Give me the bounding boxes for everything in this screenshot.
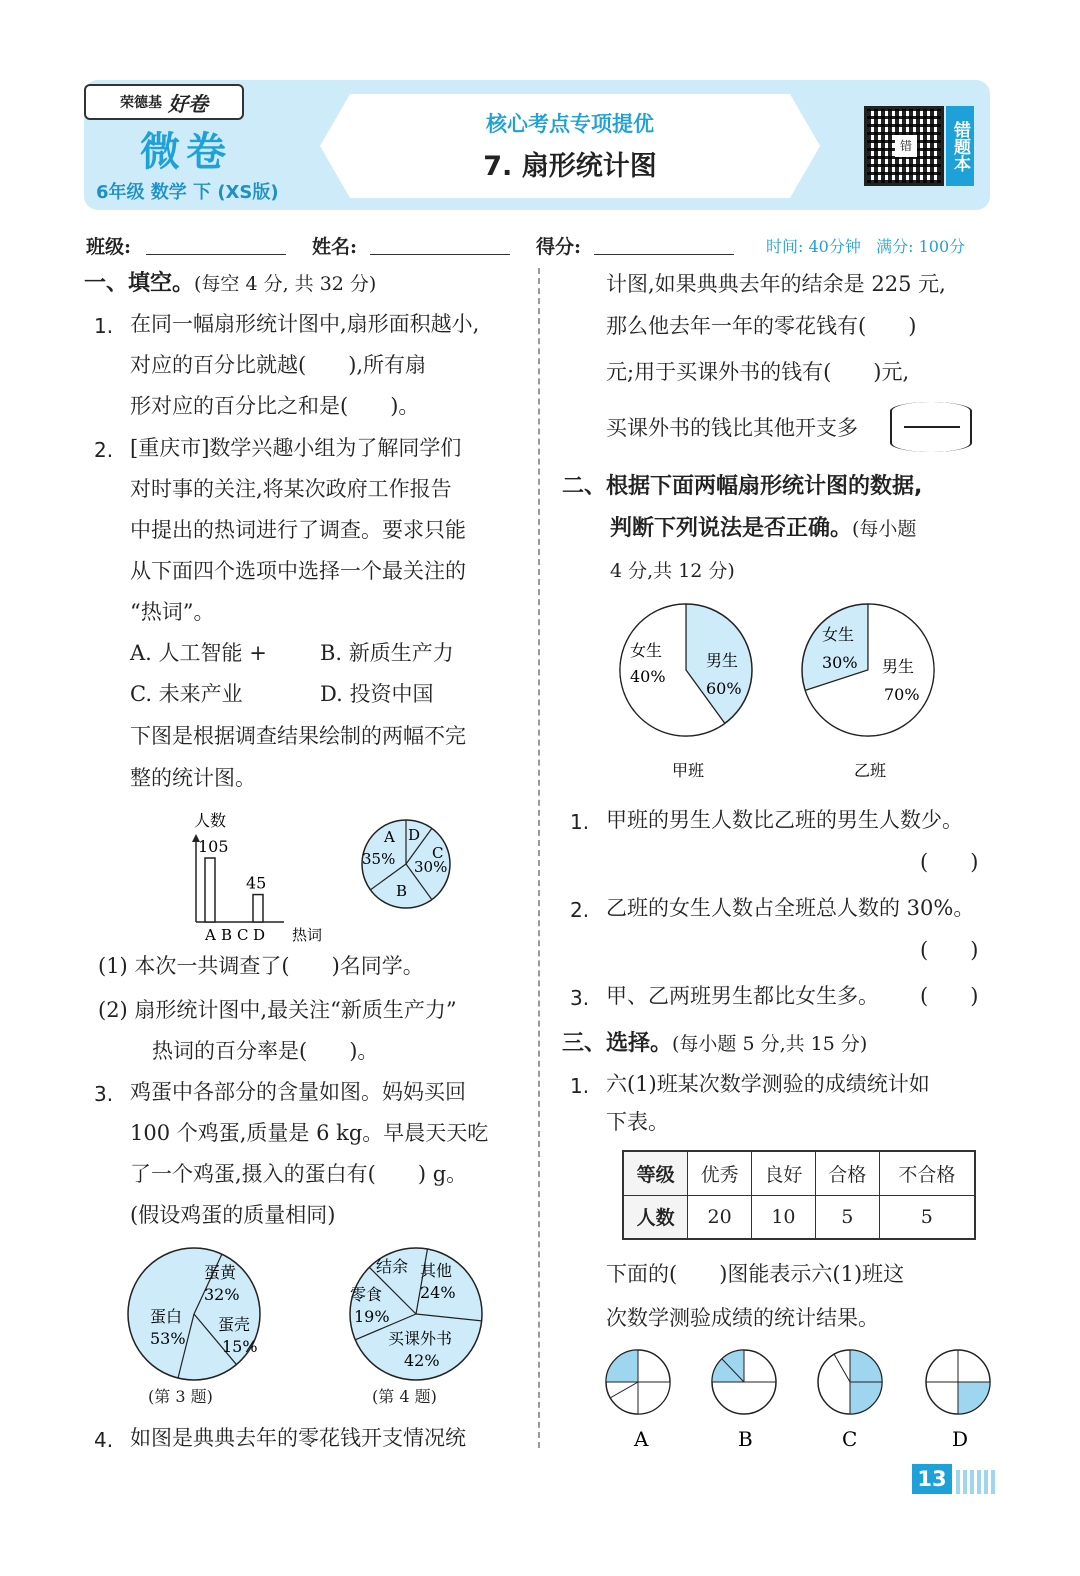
section-1-title: 一、填空。 (84, 271, 195, 296)
section-2-note: (每小题 (852, 518, 917, 540)
pie-caption: 乙班 (854, 761, 887, 780)
pie-value: 42% (404, 1351, 440, 1370)
bar-xlabel: 热词 (292, 926, 323, 944)
page-bars-decoration (956, 1470, 996, 1494)
pie-label: 女生 (822, 625, 855, 644)
pie-value: 60% (706, 679, 742, 698)
pie-caption: 甲班 (672, 761, 705, 780)
q2-sub-2: (2) 扇形统计图中,最关注“新质生产力” (98, 998, 457, 1022)
q3-line: (假设鸡蛋的质量相同) (130, 1203, 336, 1227)
section-2-heading (562, 466, 922, 592)
pie-label-C: C (432, 844, 444, 862)
bar-tick-label: C (237, 926, 249, 944)
pie-label: 零食 (350, 1285, 383, 1304)
table-row (623, 1195, 975, 1239)
section-2-title-2: 判断下列说法是否正确。 (610, 516, 853, 541)
table-cell: 20 (688, 1195, 752, 1239)
pie-value: 19% (354, 1307, 390, 1326)
pie-value-A: 35% (362, 850, 396, 868)
choice-d-pie[interactable] (926, 1350, 990, 1414)
q1-number: 1. (94, 314, 114, 338)
section-3-note: (每小题 5 分,共 15 分) (672, 1033, 868, 1055)
q4-cont: 那么他去年一年的零花钱有( ) (606, 314, 917, 338)
pie-value: 15% (222, 1337, 258, 1356)
q2-line: [重庆市]数学兴趣小组为了解同学们 (130, 436, 462, 460)
s3-q1-after: 下面的( )图能表示六(1)班这 (606, 1262, 905, 1286)
pie-label-A: A (384, 828, 395, 846)
q2-bar-chart (180, 806, 340, 946)
pie-label: 男生 (882, 657, 915, 676)
q2-line: 从下面四个选项中选择一个最关注的 (130, 559, 466, 583)
pie-value: 70% (884, 685, 920, 704)
pie-label-B: B (396, 882, 408, 900)
q1-line: 在同一幅扇形统计图中,扇形面积越小, (130, 312, 480, 336)
pie-label: 蛋白 (150, 1307, 183, 1326)
q3-line: 100 个鸡蛋,质量是 6 kg。早晨天天吃 (130, 1121, 489, 1145)
name-label: 姓名: (312, 236, 358, 258)
section-2-title: 二、根据下面两幅扇形统计图的数据, (562, 474, 923, 499)
bar-D (253, 895, 263, 922)
choice-a-pie[interactable] (606, 1350, 670, 1414)
table-cell: 10 (752, 1195, 816, 1239)
qr-center: 错 (895, 135, 917, 157)
fraction-blank[interactable] (890, 402, 972, 452)
page-number: 13 (912, 1464, 952, 1494)
section-2-note-2: 4 分,共 12 分) (610, 560, 735, 582)
s2-q2-number: 2. (570, 898, 590, 922)
choice-label: A (634, 1427, 649, 1451)
s3-q1-text: 六(1)班某次数学测验的成绩统计如 (606, 1072, 930, 1096)
table-header-row (623, 1151, 975, 1195)
kicker: 核心考点专项提优 (486, 112, 654, 136)
q1-line: 形对应的百分比之和是( )。 (130, 394, 420, 418)
pie-value: 30% (822, 653, 858, 672)
time-limit (766, 234, 965, 257)
fraction-bar (904, 426, 960, 428)
q2-number: 2. (94, 438, 114, 462)
q2-sub-1: (1) 本次一共调查了( )名同学。 (98, 954, 424, 978)
pie-label: 蛋壳 (218, 1315, 251, 1334)
q3-caption: (第 3 题) (148, 1387, 213, 1406)
pie-label: 其他 (420, 1261, 453, 1280)
q2-option: D. 投资中国 (320, 682, 434, 706)
s3-q1-after: 次数学测验成绩的统计结果。 (606, 1306, 879, 1330)
pie-value-C: 30% (414, 858, 448, 876)
section-3-heading (562, 1026, 867, 1057)
s2-q2-text: 乙班的女生人数占全班总人数的 30%。 (606, 896, 975, 920)
q4-number: 4. (94, 1428, 114, 1452)
q2-option: A. 人工智能 + (130, 641, 267, 665)
grade-table (622, 1150, 976, 1240)
score-field[interactable] (594, 254, 734, 255)
s3-q1-text: 下表。 (606, 1110, 669, 1134)
s2-q2-answer[interactable]: ( ) (920, 938, 979, 962)
full-score-text: 满分: 100分 (876, 237, 966, 256)
bar-tick-label: B (221, 926, 233, 944)
q2-line: 整的统计图。 (130, 766, 256, 790)
q2-line: 中提出的热词进行了调查。要求只能 (130, 518, 466, 542)
s2-q3-text: 甲、乙两班男生都比女生多。 (606, 984, 879, 1008)
q3-line: 鸡蛋中各部分的含量如图。妈妈买回 (130, 1080, 466, 1104)
pie-label: 女生 (630, 641, 663, 660)
section-1-heading (84, 266, 376, 297)
table-cell: 等级 (623, 1151, 688, 1195)
pie-label: 结余 (376, 1257, 409, 1276)
choice-pies (598, 1344, 998, 1454)
choice-label: B (738, 1427, 753, 1451)
pie-label: 男生 (706, 651, 739, 670)
class-label: 班级: (86, 236, 132, 258)
page-title: 7. 扇形统计图 (483, 151, 657, 182)
q1-line: 对应的百分比就越( ),所有扇 (130, 353, 427, 377)
section-1-note: (每空 4 分, 共 32 分) (194, 273, 377, 295)
q2-option: C. 未来产业 (130, 682, 243, 706)
time-text: 时间: 40分钟 (766, 237, 861, 256)
q4-caption: (第 4 题) (372, 1387, 437, 1406)
pie-value: 53% (150, 1329, 186, 1348)
table-cell: 5 (815, 1195, 879, 1239)
s2-q3-answer[interactable]: ( ) (920, 984, 979, 1008)
q4-cont: 买课外书的钱比其他开支多 (606, 416, 858, 440)
column-divider (538, 268, 540, 1448)
choice-b-pie[interactable] (712, 1350, 776, 1414)
brand-name: 荣德基 (120, 95, 162, 111)
bar-ylabel: 人数 (194, 811, 227, 830)
name-field[interactable] (370, 254, 510, 255)
grade-subject: 6年级 数学 下 (XS版) (96, 182, 279, 203)
pie-label-D: D (408, 826, 421, 844)
table-cell: 人数 (623, 1195, 688, 1239)
choice-label: D (952, 1427, 969, 1451)
q3-number: 3. (94, 1082, 114, 1106)
table-cell: 优秀 (688, 1151, 752, 1195)
pie-label: 买课外书 (388, 1329, 453, 1348)
pie-label: 蛋黄 (204, 1263, 237, 1282)
bar-tick-label: D (253, 926, 266, 944)
s3-q1-number: 1. (570, 1074, 590, 1098)
bar-value-label: 45 (246, 873, 267, 893)
q2-line: 下图是根据调查结果绘制的两幅不完 (130, 724, 466, 748)
pie-value: 40% (630, 667, 666, 686)
error-book-tag: 错题本 (946, 106, 974, 186)
table-cell: 不合格 (879, 1151, 975, 1195)
q2-pie-chart (358, 816, 454, 912)
choice-label: C (842, 1427, 858, 1451)
s2-q1-text: 甲班的男生人数比乙班的男生人数少。 (606, 808, 963, 832)
pie-value: 32% (204, 1285, 240, 1304)
s2-q1-answer[interactable]: ( ) (920, 850, 979, 874)
q4-line: 如图是典典去年的零花钱开支情况统 (130, 1426, 466, 1450)
series-title: 微卷 (140, 128, 232, 175)
table-cell: 合格 (815, 1151, 879, 1195)
pie-value: 24% (420, 1283, 456, 1302)
q3-line: 了一个鸡蛋,摄入的蛋白有( ) g。 (130, 1162, 468, 1186)
table-cell: 良好 (752, 1151, 816, 1195)
bar-A (205, 858, 215, 922)
q4-cont: 计图,如果典典去年的结余是 225 元, (606, 272, 946, 296)
q2-line: 对时事的关注,将某次政府工作报告 (130, 477, 452, 501)
q4-pie-chart (346, 1244, 486, 1384)
class-field[interactable] (146, 254, 286, 255)
q2-line: “热词”。 (130, 600, 215, 624)
class-a-pie-chart (616, 600, 766, 786)
bar-tick-label: A (205, 926, 216, 944)
bar-value-label: 105 (198, 837, 229, 856)
s2-q3-number: 3. (570, 986, 590, 1010)
section-3-title: 三、选择。 (562, 1031, 673, 1056)
qr-code[interactable] (864, 106, 944, 186)
score-label: 得分: (536, 236, 582, 258)
choice-c-pie[interactable] (818, 1350, 882, 1414)
brand-box (84, 84, 244, 120)
class-b-pie-chart (798, 600, 948, 786)
q4-cont: 元;用于买课外书的钱有( )元, (606, 360, 910, 384)
table-cell: 5 (879, 1195, 975, 1239)
brand-logo: 好卷 (168, 91, 208, 116)
q3-pie-chart (124, 1244, 264, 1384)
s2-q1-number: 1. (570, 810, 590, 834)
q2-sub-2-cont: 热词的百分率是( )。 (152, 1039, 379, 1063)
q2-option: B. 新质生产力 (320, 641, 454, 665)
